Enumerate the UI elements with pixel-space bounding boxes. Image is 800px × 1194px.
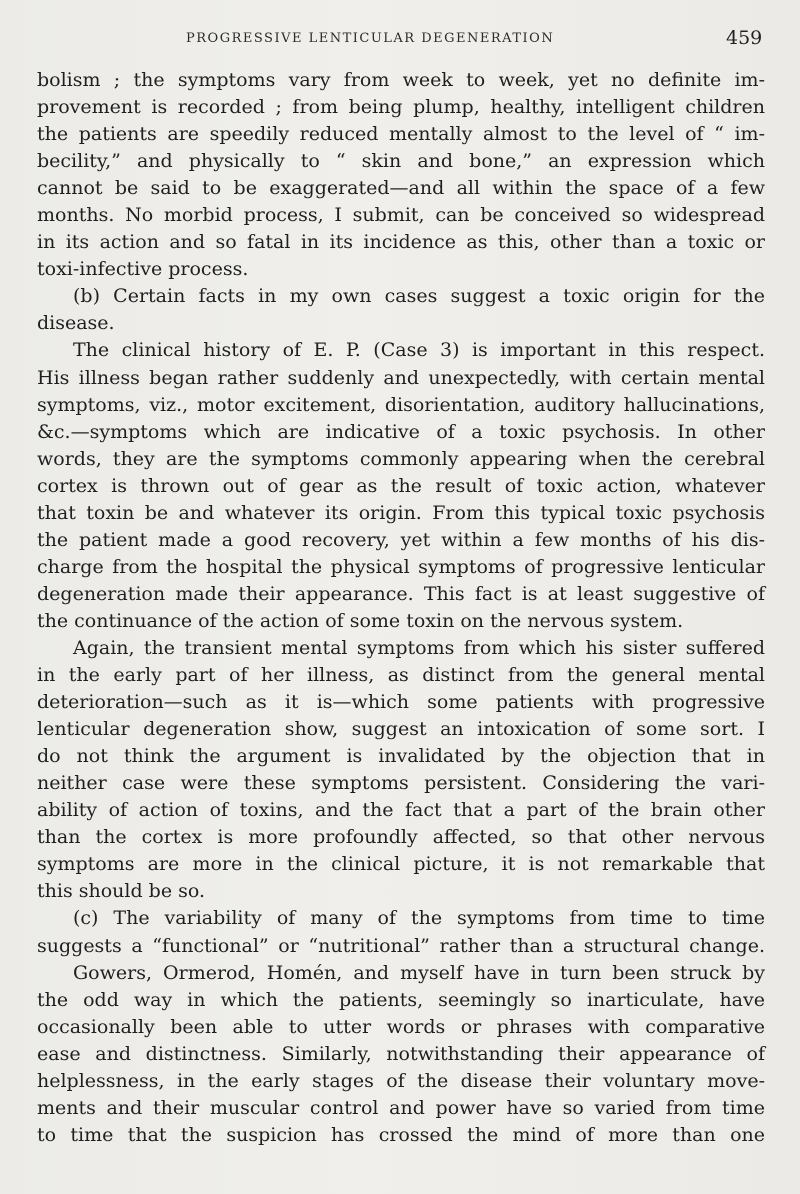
- text-line: to time that the suspicion has crossed the mind of more than one: [37, 1123, 765, 1146]
- text-line: charge from the hospital the physical symptoms of progressive lenticular: [37, 555, 765, 578]
- body-text: [37, 67, 765, 1149]
- paragraph-start-line: (c) The variability of many of the symptoms from time to time: [73, 907, 765, 930]
- paragraph-start-line: (b) Certain facts in my own cases suggest a toxic origin for the: [73, 285, 765, 308]
- text-line: symptoms are more in the clinical picture, it is not remarkable that: [37, 853, 765, 876]
- text-line: the continuance of the action of some toxin on the nervous system.: [37, 609, 684, 632]
- text-line: neither case were these symptoms persistent. Considering the vari-: [37, 772, 765, 795]
- text-line: that toxin be and whatever its origin. From this typical toxic psychosis: [37, 501, 765, 524]
- text-line: in the early part of her illness, as distinct from the general mental: [37, 664, 765, 687]
- paragraph-start-line: The clinical history of E. P. (Case 3) is important in this respect.: [73, 339, 765, 362]
- text-line: provement is recorded ; from being plump, healthy, intelligent children: [37, 96, 765, 119]
- text-line: cannot be said to be exaggerated—and all within the space of a few: [37, 177, 765, 200]
- text-line: His illness began rather suddenly and unexpectedly, with certain mental: [37, 366, 765, 389]
- text-line: the patient made a good recovery, yet within a few months of his dis-: [37, 528, 765, 551]
- text-line: words, they are the symptoms commonly appearing when the cerebral: [37, 447, 765, 470]
- text-line: occasionally been able to utter words or phrases with comparative: [37, 1015, 765, 1038]
- page-number: 459: [726, 27, 763, 49]
- text-line: ability of action of toxins, and the fact that a part of the brain other: [37, 799, 765, 822]
- running-title: PROGRESSIVE LENTICULAR DEGENERATION: [186, 31, 555, 46]
- text-line: ments and their muscular control and power have so varied from time: [37, 1096, 765, 1119]
- text-line: ease and distinctness. Similarly, notwithstanding their appearance of: [37, 1042, 765, 1065]
- text-line: the patients are speedily reduced mentally almost to the level of “ im-: [37, 123, 765, 146]
- text-line: suggests a “functional” or “nutritional” rather than a structural change.: [37, 934, 765, 957]
- text-line: bolism ; the symptoms vary from week to week, yet no definite im-: [37, 69, 765, 91]
- text-line: this should be so.: [37, 880, 206, 903]
- paragraph-start-line: Again, the transient mental symptoms from which his sister suffered: [73, 636, 765, 659]
- text-line: helplessness, in the early stages of the disease their voluntary move-: [37, 1069, 765, 1092]
- text-line: cortex is thrown out of gear as the result of toxic action, whatever: [37, 474, 765, 497]
- text-line: disease.: [37, 312, 115, 335]
- text-line: the odd way in which the patients, seemingly so inarticulate, have: [37, 988, 765, 1011]
- text-line: do not think the argument is invalidated by the objection that in: [37, 745, 765, 768]
- text-line: than the cortex is more profoundly affected, so that other nervous: [37, 826, 765, 849]
- running-header: [0, 27, 800, 54]
- text-line: lenticular degeneration show, suggest an intoxication of some sort. I: [37, 718, 765, 741]
- text-line: degeneration made their appearance. This fact is at least suggestive of: [37, 582, 765, 605]
- text-line: becility,” and physically to “ skin and bone,” an expression which: [37, 150, 765, 173]
- text-line: in its action and so fatal in its incidence as this, other than a toxic or: [37, 231, 765, 254]
- text-line: symptoms, viz., motor excitement, disorientation, auditory hallucinations,: [37, 393, 765, 416]
- text-line: months. No morbid process, I submit, can be conceived so widespread: [37, 204, 765, 227]
- text-line: &c.—symptoms which are indicative of a toxic psychosis. In other: [37, 420, 765, 443]
- paragraph-start-line: Gowers, Ormerod, Homén, and myself have in turn been struck by: [73, 961, 765, 984]
- text-line: toxi-infective process.: [37, 258, 249, 281]
- text-line: deterioration—such as it is—which some patients with progressive: [37, 691, 765, 714]
